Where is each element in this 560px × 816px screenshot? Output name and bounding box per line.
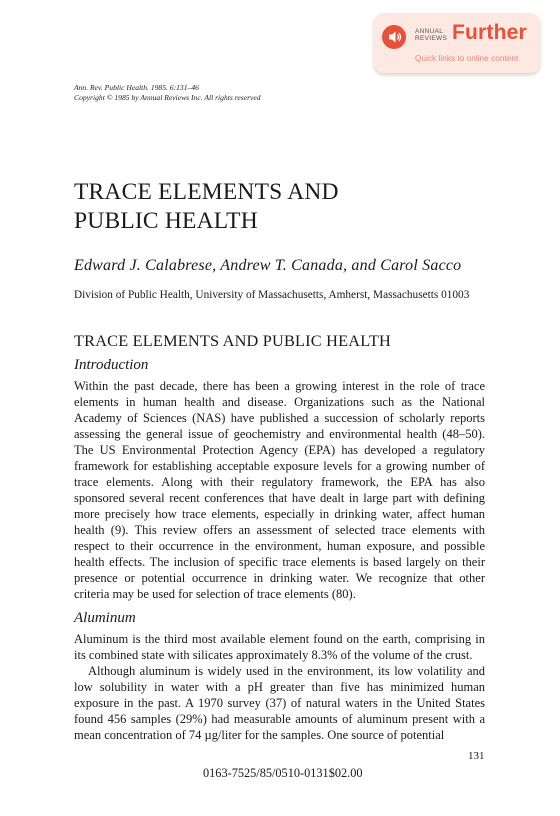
- citation-copyright: Copyright © 1985 by Annual Reviews Inc. All rights reserved: [74, 93, 261, 102]
- footer-code: 0163-7525/85/0510-0131$02.00: [203, 766, 363, 780]
- article-title: [74, 178, 339, 236]
- page-number: 131: [468, 750, 485, 762]
- title-line-2: PUBLIC HEALTH: [74, 208, 258, 234]
- affiliation: Division of Public Health, University of Massachusetts, Amherst, Massachusetts 01003: [74, 289, 470, 301]
- title-line-1: TRACE ELEMENTS AND: [74, 179, 339, 205]
- annual-reviews-logo-text: ANNUAL REVIEWS: [415, 28, 448, 42]
- introduction-heading: Introduction: [74, 357, 149, 373]
- section-heading: TRACE ELEMENTS AND PUBLIC HEALTH: [74, 331, 391, 350]
- authors: Edward J. Calabrese, Andrew T. Canada, and Carol Sacco: [74, 257, 462, 274]
- aluminum-heading: Aluminum: [74, 610, 136, 626]
- introduction-paragraph: Within the past decade, there has been a growing interest in the role of trace elements in human health and disease. Organizations such as the National Academy of Sciences (NAS) have published a succession of scholarly reports assessing the general issue of geochemistry and environmental health (48–50). The US Environmental Protection Agency (EPA) has developed a regulatory framework for establishing acceptable exposure levels for a growing number of trace elements. Along with their regulatory framework, the EPA has also sponsored several recent conferences that have dealt in large part with defining more precisely how trace elements, especially in drinking water, affect human health (9). This review offers an assessment of selected trace elements with respect to their occurrence in the environment, human exposure, and possible health effects. The inclusion of specific trace elements is based largely on their presence or potential occurrence in drinking water. We recognize that other criteria may be used for selection of trace elements (80).: [74, 379, 485, 601]
- aluminum-paragraph-1: Aluminum is the third most available element found on the earth, comprising in its combined state with silicates approximately 8.3% of the volume of the crust.: [74, 632, 485, 662]
- aluminum-paragraph-2: Although aluminum is widely used in the environment, its low volatility and low solubility in water with a pH greater than five has minimized human exposure in the past. A 1970 survey (37) of natural waters in the United States found 456 samples (29%) had measurable amounts of aluminum present with a mean concentration of 74 µg/liter for the samples. One source of potential: [74, 664, 485, 742]
- citation-journal: Ann. Rev. Public Health. 1985. 6:131–46: [74, 83, 199, 92]
- speaker-icon: [382, 25, 406, 49]
- quick-links-label: Quick links to online content: [415, 53, 519, 63]
- further-label: Further: [452, 21, 527, 44]
- annual-reviews-further-badge[interactable]: [374, 13, 540, 73]
